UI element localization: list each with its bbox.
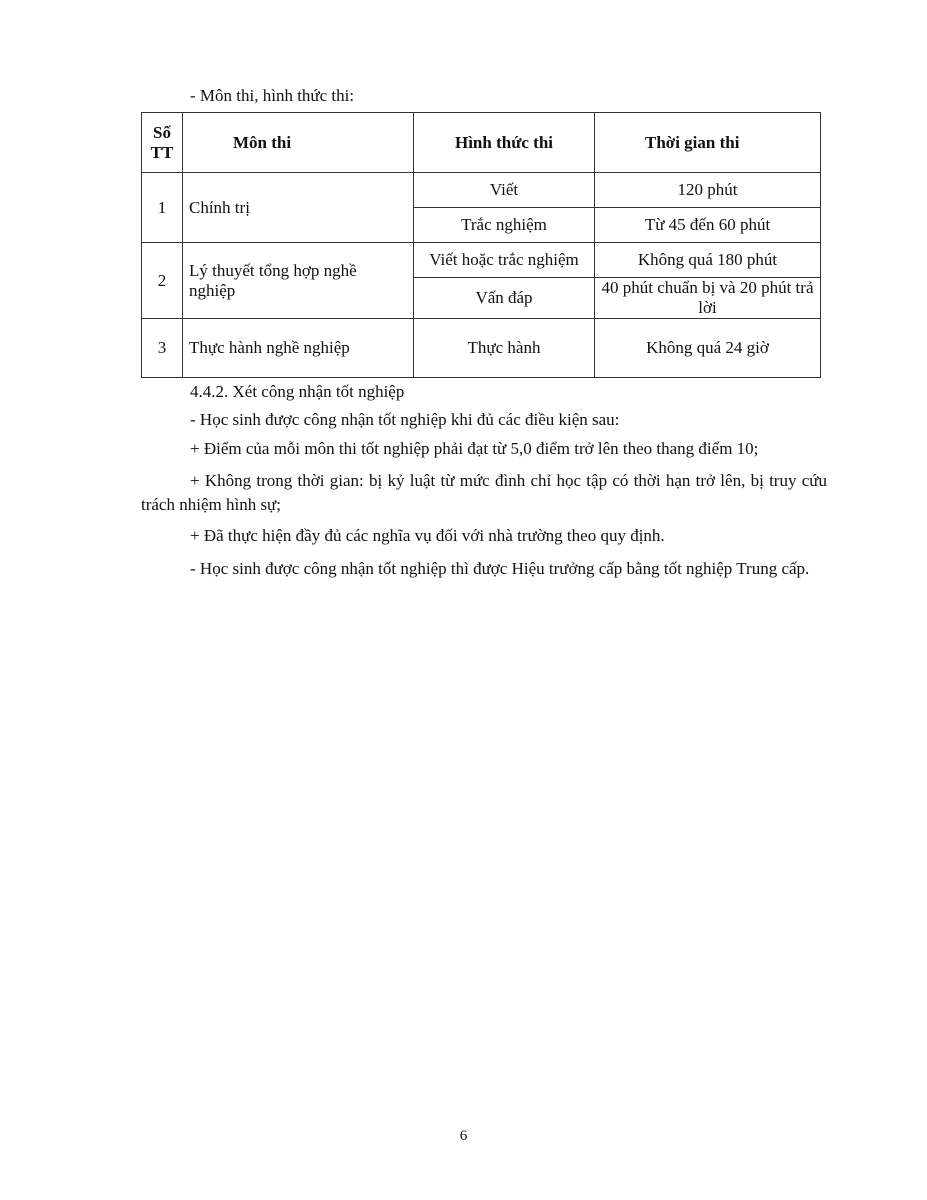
table-row (142, 243, 821, 278)
row-number: 1 (142, 173, 183, 243)
paragraph-obligations: + Đã thực hiện đầy đủ các nghĩa vụ đối với nhà trường theo quy định. (190, 526, 665, 545)
row-subject: Lý thuyết tổng hợp nghề nghiệp (183, 243, 414, 319)
header-no (142, 113, 183, 173)
exam-table (141, 112, 821, 378)
row-time: Từ 45 đến 60 phút (595, 208, 821, 243)
header-subject: Môn thi (183, 113, 414, 173)
row-form: Trắc nghiệm (414, 208, 595, 243)
row-subject: Chính trị (183, 173, 414, 243)
row-form: Thực hành (414, 319, 595, 378)
row-form: Vấn đáp (414, 278, 595, 319)
table-row (142, 319, 821, 378)
row-number: 2 (142, 243, 183, 319)
row-time: 120 phút (595, 173, 821, 208)
header-no-line2: TT (150, 142, 174, 162)
row-number: 3 (142, 319, 183, 378)
paragraph-diploma: - Học sinh được công nhận tốt nghiệp thì được Hiệu trưởng cấp bằng tốt nghiệp Trung cấp. (190, 559, 810, 578)
row-form: Viết hoặc trắc nghiệm (414, 243, 595, 278)
paragraph-score: + Điểm của mỗi môn thi tốt nghiệp phải đạt từ 5,0 điểm trở lên theo thang điểm 10; (190, 439, 759, 458)
table-row (142, 173, 821, 208)
row-subject: Thực hành nghề nghiệp (183, 319, 414, 378)
header-time: Thời gian thi (595, 113, 821, 173)
intro-line: - Môn thi, hình thức thi: (190, 86, 355, 105)
page-number: 6 (459, 1128, 468, 1144)
row-time: Không quá 180 phút (595, 243, 821, 278)
header-no-line1: Số (153, 122, 171, 142)
paragraph-discipline: + Không trong thời gian: bị kỷ luật từ mức đình chỉ học tập có thời hạn trở lên, bị truy cứu trách nhiệm hình sự; (141, 471, 827, 514)
header-form: Hình thức thi (414, 113, 595, 173)
paragraph-conditions: - Học sinh được công nhận tốt nghiệp khi đủ các điều kiện sau: (190, 410, 620, 429)
section-heading: 4.4.2. Xét công nhận tốt nghiệp (190, 382, 405, 401)
row-form: Viết (414, 173, 595, 208)
table-header-row (142, 113, 821, 173)
row-time: 40 phút chuẩn bị và 20 phút trả lời (595, 278, 821, 319)
row-time: Không quá 24 giờ (595, 319, 821, 378)
